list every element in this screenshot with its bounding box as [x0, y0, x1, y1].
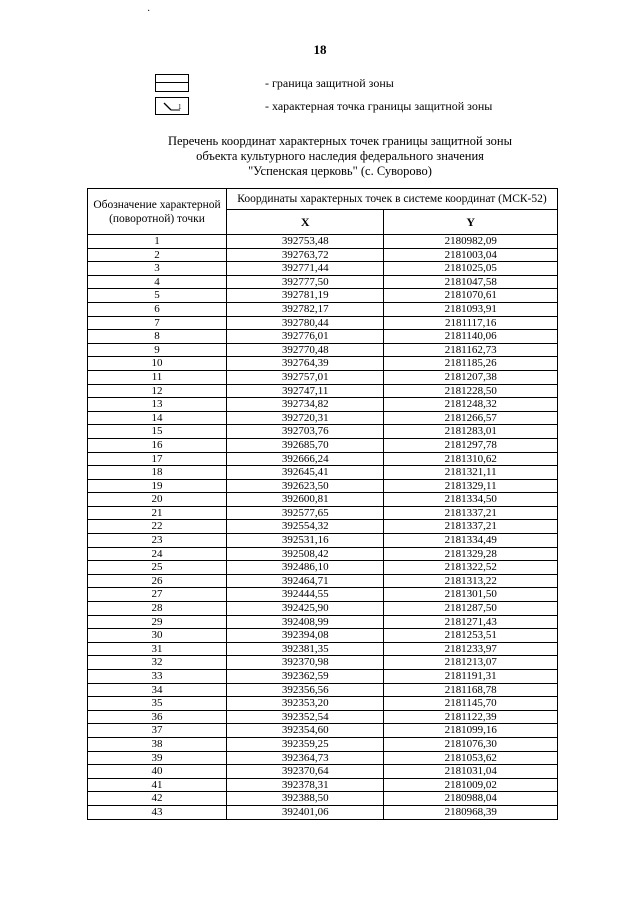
point-number-cell: 7 [88, 316, 227, 330]
table-row [88, 520, 558, 534]
legend-boundary-text: - граница защитной зоны [265, 76, 394, 90]
table-row [88, 778, 558, 792]
y-coordinate-cell: 2181334,50 [384, 493, 558, 507]
y-coordinate-cell: 2181117,16 [384, 316, 558, 330]
table-row [88, 302, 558, 316]
x-coordinate-cell: 392600,81 [227, 493, 384, 507]
x-coordinate-cell: 392685,70 [227, 438, 384, 452]
point-number-cell: 40 [88, 765, 227, 779]
table-row [88, 506, 558, 520]
point-number-cell: 17 [88, 452, 227, 466]
table-row [88, 235, 558, 249]
x-coordinate-cell: 392425,90 [227, 602, 384, 616]
title-line: Перечень координат характерных точек границы защитной зоны [167, 134, 513, 148]
y-coordinate-cell: 2181162,73 [384, 343, 558, 357]
point-number-cell: 4 [88, 275, 227, 289]
x-coordinate-cell: 392703,76 [227, 425, 384, 439]
y-coordinate-cell: 2181009,02 [384, 778, 558, 792]
point-number-cell: 33 [88, 670, 227, 684]
y-coordinate-cell: 2181334,49 [384, 534, 558, 548]
y-coordinate-cell: 2181287,50 [384, 602, 558, 616]
y-coordinate-cell: 2181337,21 [384, 506, 558, 520]
table-row [88, 411, 558, 425]
x-coordinate-cell: 392531,16 [227, 534, 384, 548]
y-coordinate-cell: 2181329,28 [384, 547, 558, 561]
table-row [88, 670, 558, 684]
table-row [88, 765, 558, 779]
x-coordinate-cell: 392401,06 [227, 805, 384, 819]
y-coordinate-cell: 2180982,09 [384, 235, 558, 249]
table-row [88, 629, 558, 643]
point-number-cell: 27 [88, 588, 227, 602]
point-number-cell: 19 [88, 479, 227, 493]
table-row [88, 357, 558, 371]
point-number-cell: 3 [88, 262, 227, 276]
y-coordinate-cell: 2181321,11 [384, 466, 558, 480]
page-number: 18 [313, 42, 327, 57]
table-row [88, 384, 558, 398]
coordinates-table [87, 188, 558, 820]
table-row [88, 615, 558, 629]
x-coordinate-cell: 392554,32 [227, 520, 384, 534]
point-number-cell: 15 [88, 425, 227, 439]
x-coordinate-cell: 392359,25 [227, 737, 384, 751]
x-coordinate-cell: 392782,17 [227, 302, 384, 316]
y-coordinate-cell: 2181122,39 [384, 710, 558, 724]
point-number-cell: 13 [88, 398, 227, 412]
x-coordinate-cell: 392734,82 [227, 398, 384, 412]
x-coordinate-cell: 392666,24 [227, 452, 384, 466]
point-number-cell: 21 [88, 506, 227, 520]
table-row [88, 534, 558, 548]
y-coordinate-cell: 2181168,78 [384, 683, 558, 697]
y-coordinate-cell: 2181266,57 [384, 411, 558, 425]
table-row [88, 697, 558, 711]
table-row [88, 452, 558, 466]
y-coordinate-cell: 2181076,30 [384, 737, 558, 751]
y-coordinate-cell: 2180988,04 [384, 792, 558, 806]
y-coordinate-cell: 2181271,43 [384, 615, 558, 629]
scan-speck: · [147, 6, 151, 17]
point-number-cell: 36 [88, 710, 227, 724]
table-row [88, 805, 558, 819]
y-coordinate-cell: 2181313,22 [384, 574, 558, 588]
y-coordinate-cell: 2181053,62 [384, 751, 558, 765]
x-coordinate-cell: 392771,44 [227, 262, 384, 276]
x-coordinate-cell: 392577,65 [227, 506, 384, 520]
y-coordinate-cell: 2181329,11 [384, 479, 558, 493]
x-coordinate-cell: 392408,99 [227, 615, 384, 629]
y-coordinate-cell: 2181145,70 [384, 697, 558, 711]
y-coordinate-cell: 2181297,78 [384, 438, 558, 452]
point-number-cell: 38 [88, 737, 227, 751]
y-coordinate-cell: 2181248,32 [384, 398, 558, 412]
y-coordinate-cell: 2181093,91 [384, 302, 558, 316]
table-row [88, 737, 558, 751]
point-number-cell: 9 [88, 343, 227, 357]
x-coordinate-cell: 392370,64 [227, 765, 384, 779]
x-coordinate-cell: 392645,41 [227, 466, 384, 480]
x-coordinate-cell: 392747,11 [227, 384, 384, 398]
point-number-cell: 32 [88, 656, 227, 670]
title-line: объекта культурного наследия федерального значения [196, 149, 484, 163]
table-row [88, 493, 558, 507]
point-number-cell: 25 [88, 561, 227, 575]
table-row [88, 466, 558, 480]
point-number-cell: 10 [88, 357, 227, 371]
point-number-cell: 37 [88, 724, 227, 738]
table-row [88, 438, 558, 452]
x-coordinate-cell: 392777,50 [227, 275, 384, 289]
y-coordinate-cell: 2181003,04 [384, 248, 558, 262]
table-row [88, 398, 558, 412]
point-number-cell: 39 [88, 751, 227, 765]
x-coordinate-cell: 392720,31 [227, 411, 384, 425]
legend-point-text: - характерная точка границы защитной зоны [265, 99, 493, 113]
x-coordinate-cell: 392763,72 [227, 248, 384, 262]
header-coordinate-system: Координаты характерных точек в системе координат (МСК-52) [227, 189, 558, 210]
x-coordinate-cell: 392388,50 [227, 792, 384, 806]
table-row [88, 588, 558, 602]
point-number-cell: 11 [88, 370, 227, 384]
y-coordinate-cell: 2181322,52 [384, 561, 558, 575]
table-row [88, 642, 558, 656]
table-row [88, 656, 558, 670]
x-coordinate-cell: 392353,20 [227, 697, 384, 711]
x-coordinate-cell: 392394,08 [227, 629, 384, 643]
table-row [88, 602, 558, 616]
x-coordinate-cell: 392486,10 [227, 561, 384, 575]
point-number-cell: 28 [88, 602, 227, 616]
table-row [88, 330, 558, 344]
x-coordinate-cell: 392444,55 [227, 588, 384, 602]
point-number-cell: 16 [88, 438, 227, 452]
header-x: X [227, 210, 384, 235]
x-coordinate-cell: 392352,54 [227, 710, 384, 724]
y-coordinate-cell: 2181301,50 [384, 588, 558, 602]
table-row [88, 289, 558, 303]
point-number-cell: 2 [88, 248, 227, 262]
table-row [88, 370, 558, 384]
y-coordinate-cell: 2181099,16 [384, 724, 558, 738]
point-number-cell: 24 [88, 547, 227, 561]
table-row [88, 316, 558, 330]
point-number-cell: 1 [88, 235, 227, 249]
x-coordinate-cell: 392764,39 [227, 357, 384, 371]
boundary-point-icon [155, 97, 189, 115]
x-coordinate-cell: 392364,73 [227, 751, 384, 765]
header-designation: Обозначение характерной (поворотной) точки [88, 189, 227, 235]
table-row [88, 683, 558, 697]
point-number-cell: 41 [88, 778, 227, 792]
y-coordinate-cell: 2181228,50 [384, 384, 558, 398]
y-coordinate-cell: 2181140,06 [384, 330, 558, 344]
table-row [88, 248, 558, 262]
point-number-cell: 14 [88, 411, 227, 425]
table-row [88, 262, 558, 276]
point-number-cell: 8 [88, 330, 227, 344]
point-number-cell: 35 [88, 697, 227, 711]
point-number-cell: 42 [88, 792, 227, 806]
point-number-cell: 31 [88, 642, 227, 656]
y-coordinate-cell: 2181191,31 [384, 670, 558, 684]
point-number-cell: 30 [88, 629, 227, 643]
x-coordinate-cell: 392781,19 [227, 289, 384, 303]
x-coordinate-cell: 392780,44 [227, 316, 384, 330]
x-coordinate-cell: 392381,35 [227, 642, 384, 656]
table-row [88, 343, 558, 357]
table-row [88, 724, 558, 738]
x-coordinate-cell: 392776,01 [227, 330, 384, 344]
point-number-cell: 20 [88, 493, 227, 507]
y-coordinate-cell: 2181310,62 [384, 452, 558, 466]
point-number-cell: 5 [88, 289, 227, 303]
point-number-cell: 34 [88, 683, 227, 697]
y-coordinate-cell: 2181031,04 [384, 765, 558, 779]
table-row [88, 710, 558, 724]
y-coordinate-cell: 2181233,97 [384, 642, 558, 656]
x-coordinate-cell: 392356,56 [227, 683, 384, 697]
y-coordinate-cell: 2181253,51 [384, 629, 558, 643]
y-coordinate-cell: 2181070,61 [384, 289, 558, 303]
x-coordinate-cell: 392370,98 [227, 656, 384, 670]
x-coordinate-cell: 392378,31 [227, 778, 384, 792]
table-row [88, 547, 558, 561]
point-number-cell: 29 [88, 615, 227, 629]
table-row [88, 792, 558, 806]
x-coordinate-cell: 392770,48 [227, 343, 384, 357]
y-coordinate-cell: 2181047,58 [384, 275, 558, 289]
boundary-line-icon [155, 74, 189, 92]
y-coordinate-cell: 2180968,39 [384, 805, 558, 819]
x-coordinate-cell: 392464,71 [227, 574, 384, 588]
x-coordinate-cell: 392508,42 [227, 547, 384, 561]
point-number-cell: 22 [88, 520, 227, 534]
table-row [88, 561, 558, 575]
point-symbol-label: 1 [178, 103, 182, 111]
x-coordinate-cell: 392757,01 [227, 370, 384, 384]
table-row [88, 425, 558, 439]
x-coordinate-cell: 392362,59 [227, 670, 384, 684]
x-coordinate-cell: 392753,48 [227, 235, 384, 249]
header-y: Y [384, 210, 558, 235]
table-row [88, 275, 558, 289]
point-number-cell: 12 [88, 384, 227, 398]
point-number-cell: 23 [88, 534, 227, 548]
point-number-cell: 6 [88, 302, 227, 316]
y-coordinate-cell: 2181337,21 [384, 520, 558, 534]
point-number-cell: 26 [88, 574, 227, 588]
table-row [88, 479, 558, 493]
y-coordinate-cell: 2181283,01 [384, 425, 558, 439]
y-coordinate-cell: 2181213,07 [384, 656, 558, 670]
table-row [88, 574, 558, 588]
x-coordinate-cell: 392354,60 [227, 724, 384, 738]
y-coordinate-cell: 2181185,26 [384, 357, 558, 371]
point-number-cell: 43 [88, 805, 227, 819]
y-coordinate-cell: 2181025,05 [384, 262, 558, 276]
y-coordinate-cell: 2181207,38 [384, 370, 558, 384]
point-number-cell: 18 [88, 466, 227, 480]
title-line: "Успенская церковь" (с. Суворово) [248, 164, 432, 178]
document-title [0, 134, 640, 179]
table-row [88, 751, 558, 765]
x-coordinate-cell: 392623,50 [227, 479, 384, 493]
